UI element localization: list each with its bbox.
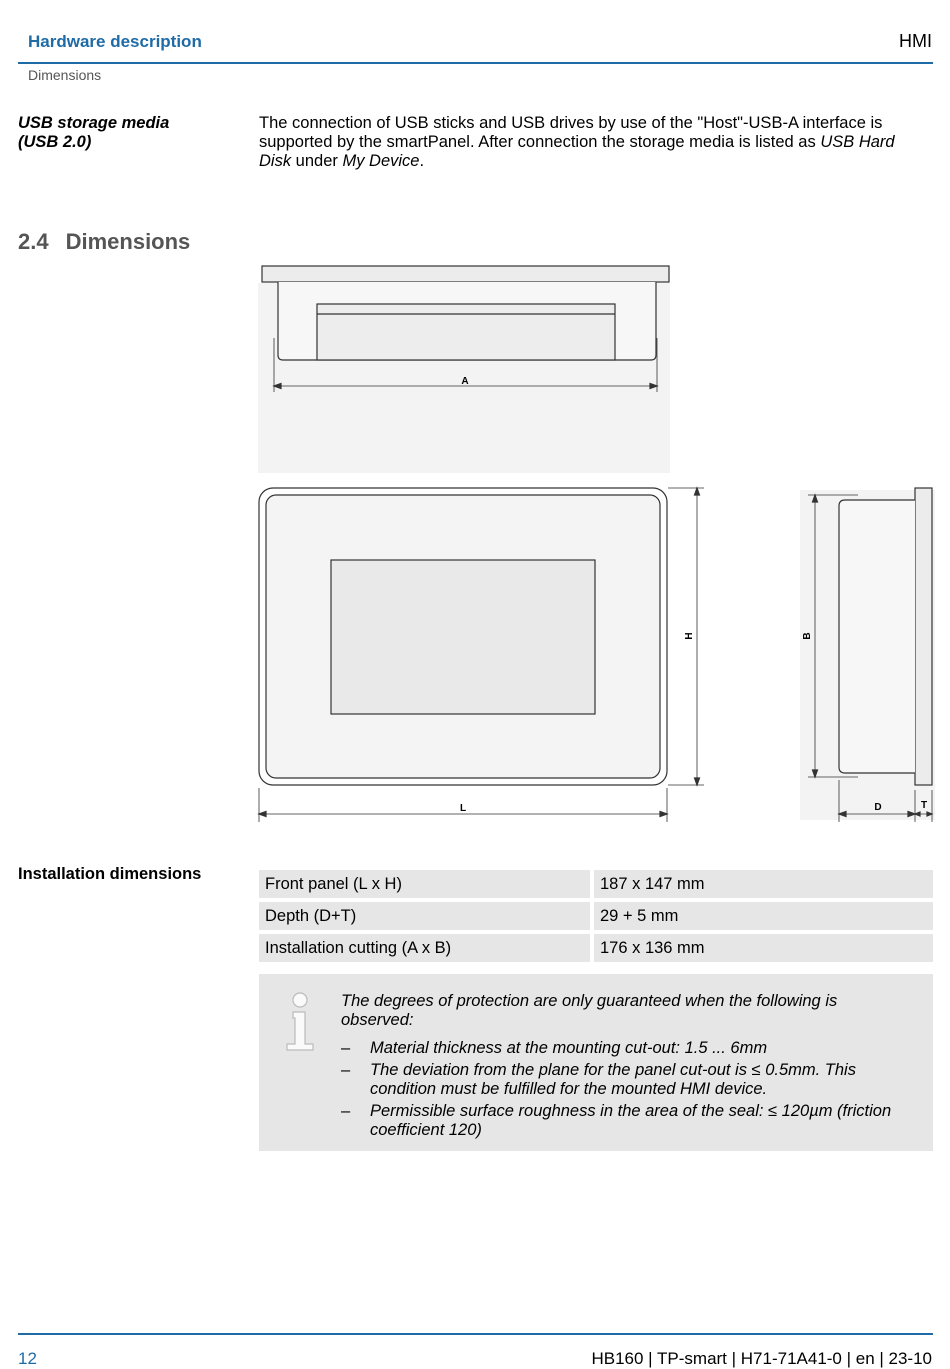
- usb-text-part2: under: [291, 152, 343, 170]
- header-rule: [18, 62, 933, 64]
- list-dash: –: [341, 1061, 351, 1079]
- usb-label-line1: USB storage media: [18, 114, 170, 132]
- usb-paragraph: [259, 114, 931, 171]
- side-view-front-panel: [915, 488, 932, 785]
- dim-label-h: H: [684, 632, 695, 640]
- usb-label-line2: (USB 2.0): [18, 133, 92, 151]
- note-body: [341, 992, 901, 1143]
- top-view-connector-block: [317, 304, 615, 360]
- footer-page-number: 12: [18, 1349, 37, 1368]
- dim-label-l: L: [459, 803, 467, 814]
- list-item: [341, 1102, 901, 1140]
- section-heading: [18, 229, 190, 255]
- table-cell-name: Installation cutting (A x B): [259, 934, 594, 962]
- table-cell-value: 187 x 147 mm: [594, 870, 933, 898]
- info-note: [259, 974, 933, 1151]
- header-title: Hardware description: [28, 32, 202, 51]
- footer-rule: [18, 1333, 933, 1335]
- top-view-front-panel: [262, 266, 669, 282]
- list-item-text: The deviation from the plane for the panel cut-out is ≤ 0.5mm. This condition must be fulfilled for the mounted HMI device.: [370, 1061, 856, 1098]
- list-dash: –: [341, 1102, 351, 1120]
- table-row: [259, 902, 933, 930]
- usb-text-em2: My Device: [342, 152, 420, 170]
- table-cell-name: Front panel (L x H): [259, 870, 594, 898]
- info-icon: [283, 992, 319, 1052]
- front-view: [259, 488, 704, 822]
- dim-label-d: D: [874, 802, 882, 813]
- dim-label-b: B: [802, 632, 813, 640]
- list-item-text: Material thickness at the mounting cut-out: 1.5 ... 6mm: [370, 1039, 768, 1057]
- section-number: 2.4: [18, 229, 49, 254]
- list-dash: –: [341, 1039, 351, 1057]
- usb-text-part1: The connection of USB sticks and USB drives by use of the "Host"-USB-A interface is supported by the smartPanel. After connection the storage media is listed as: [259, 114, 883, 151]
- note-intro: The degrees of protection are only guaranteed when the following is observed:: [341, 992, 838, 1029]
- usb-text-part3: .: [419, 152, 425, 170]
- table-row: [259, 934, 933, 962]
- list-item: [341, 1061, 901, 1099]
- usb-label: [18, 114, 238, 152]
- dimension-drawing: [255, 258, 935, 824]
- front-panel-display: [331, 560, 595, 714]
- usb-text-em1: USB Hard Disk: [259, 133, 895, 170]
- installation-label: Installation dimensions: [18, 865, 202, 883]
- list-item-text: Permissible surface roughness in the area of the seal: ≤ 120µm (friction coefficient 120): [370, 1102, 892, 1139]
- side-view-housing: [839, 500, 915, 773]
- list-item: [341, 1039, 901, 1058]
- section-title: Dimensions: [65, 229, 191, 254]
- footer-document-id: HB160 | TP-smart | H71-71A41-0 | en | 23-10: [591, 1349, 932, 1368]
- dim-label-t: T: [920, 800, 928, 811]
- header-product: HMI: [899, 31, 932, 51]
- header-subtitle: Dimensions: [28, 67, 102, 83]
- note-list: [341, 1039, 901, 1140]
- table-cell-name: Depth (D+T): [259, 902, 594, 930]
- installation-table: [259, 866, 933, 966]
- table-cell-value: 176 x 136 mm: [594, 934, 933, 962]
- table-row: [259, 870, 933, 898]
- table-cell-value: 29 + 5 mm: [594, 902, 933, 930]
- dim-label-a: A: [461, 376, 469, 387]
